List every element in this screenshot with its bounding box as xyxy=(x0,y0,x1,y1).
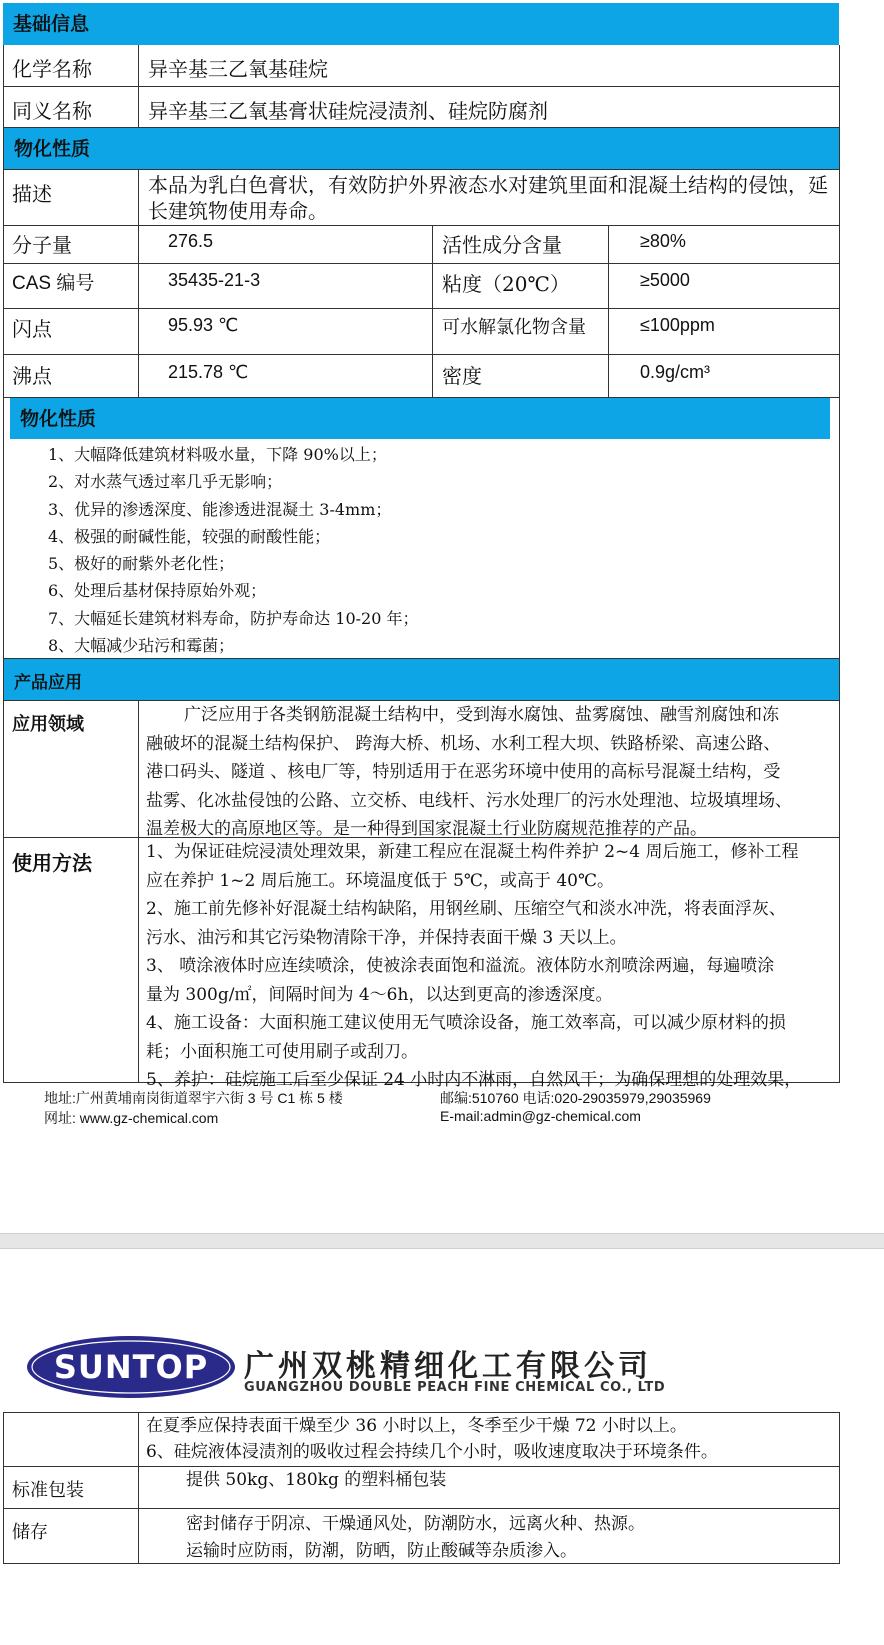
section-header-application: 产品应用 xyxy=(4,659,839,700)
text-line: 运输时应防雨，防潮，防晒，防止酸碱等杂质渗入。 xyxy=(186,1541,577,1561)
text-line: 融破坏的混凝土结构保护、 跨海大桥、机场、水利工程大坝、铁路桥梁、高速公路、 xyxy=(146,733,781,754)
footer-website: 网址: www.gz-chemical.com xyxy=(44,1110,219,1126)
text-line: 盐雾、化冰盐侵蚀的公路、立交桥、电线杆、污水处理厂的污水处理池、垃圾填埋场、 xyxy=(146,790,792,811)
text-line: 2、施工前先修补好混凝土结构缺陷，用钢丝刷、压缩空气和淡水冲洗，将表面浮灰、 xyxy=(146,899,786,919)
label-active-content: 活性成分含量 xyxy=(442,233,562,257)
label-viscosity: 粘度（20℃） xyxy=(442,272,570,296)
list-item: 4、极强的耐碱性能，较强的耐酸性能； xyxy=(48,526,331,546)
company-logo xyxy=(26,1334,236,1400)
value-packaging: 提供 50kg、180kg 的塑料桶包装 xyxy=(186,1470,447,1490)
page-separator xyxy=(0,1233,884,1249)
footer-address: 地址:广州黄埔南岗街道翠宇六街 3 号 C1 栋 5 楼 xyxy=(44,1090,343,1106)
value-hydrolyzable-chloride: ≤100ppm xyxy=(640,315,715,335)
text-line: 3、 喷涂液体时应连续喷涂，使被涂表面饱和溢流。液体防水剂喷涂两遍，每遍喷涂 xyxy=(146,956,775,976)
value-description: 本品为乳白色膏状，有效防护外界液态水对建筑里面和混凝土结构的侵蚀，延长建筑物使用寿命。 xyxy=(148,173,828,223)
label-synonyms: 同义名称 xyxy=(12,99,92,123)
section-header-physchem-features: 物化性质 xyxy=(10,398,830,439)
usage-method-text xyxy=(146,838,836,1095)
text-line: 5、养护：硅烷施工后至少保证 24 小时内不淋雨，自然风干；为确保理想的处理效果， xyxy=(146,1070,802,1090)
text-line: 温差极大的高原地区等。是一种得到国家混凝土行业防腐规范推荐的产品。 xyxy=(146,819,707,839)
list-item: 5、极好的耐紫外老化性； xyxy=(48,554,235,574)
text-line: 广泛应用于各类钢筋混凝土结构中，受到海水腐蚀、盐雾腐蚀、融雪剂腐蚀和冻 xyxy=(184,705,779,725)
application-field-text xyxy=(146,701,836,844)
label-storage: 储存 xyxy=(12,1522,48,1543)
text-line: 1、为保证硅烷浸渍处理效果，新建工程应在混凝土构件养护 2~4 周后施工，修补工程 xyxy=(146,842,799,862)
value-active-content: ≥80% xyxy=(640,231,686,251)
storage-text xyxy=(186,1511,645,1565)
section-header-basic-info: 基础信息 xyxy=(3,3,839,45)
label-molecular-weight: 分子量 xyxy=(12,233,72,257)
value-density: 0.9g/cm³ xyxy=(640,362,711,382)
section-header-physchem: 物化性质 xyxy=(4,128,839,169)
text-line: 在夏季应保持表面干燥至少 36 小时以上，冬季至少干燥 72 小时以上。 xyxy=(146,1416,687,1436)
logo-brand-text: SUNTOP xyxy=(53,1348,209,1386)
label-flash-point: 闪点 xyxy=(12,317,52,341)
label-hydrolyzable-chloride: 可水解氯化物含量 xyxy=(442,317,586,338)
text-line: 密封储存于阴凉、干燥通风处，防潮防水，远离火种、热源。 xyxy=(186,1514,645,1534)
list-item: 3、优异的渗透深度、能渗透进混凝土 3-4mm； xyxy=(48,499,392,519)
label-cas: CAS 编号 xyxy=(12,273,95,294)
company-name-cn: 广州双桃精细化工有限公司 xyxy=(244,1349,652,1384)
text-line: 港口码头、隧道 、核电厂等，特别适用于在恶劣环境中使用的高标号混凝土结构，受 xyxy=(146,762,781,782)
value-cas: 35435-21-3 xyxy=(168,270,261,290)
label-chemical-name: 化学名称 xyxy=(12,57,92,81)
label-packaging: 标准包装 xyxy=(12,1480,84,1501)
features-list xyxy=(48,441,418,659)
label-description: 描述 xyxy=(12,182,52,206)
list-item: 7、大幅延长建筑材料寿命，防护寿命达 10-20 年； xyxy=(48,608,419,628)
list-item: 1、大幅降低建筑材料吸水量，下降 90%以上； xyxy=(48,445,387,464)
text-line: 应在养护 1~2 周后施工。环境温度低于 5℃，或高于 40℃。 xyxy=(146,870,614,891)
company-name-en: GUANGZHOU DOUBLE PEACH FINE CHEMICAL CO., LTD xyxy=(244,1380,666,1395)
text-line: 4、施工设备：大面积施工建议使用无气喷涂设备，施工效率高，可以减少原材料的损 xyxy=(146,1013,786,1033)
value-synonyms: 异辛基三乙氧基膏状硅烷浸渍剂、硅烷防腐剂 xyxy=(148,99,548,123)
text-line: 污水、油污和其它污染物清除干净，并保持表面干燥 3 天以上。 xyxy=(146,927,627,948)
text-line: 量为 300g/㎡，间隔时间为 4～6h，以达到更高的渗透深度。 xyxy=(146,984,613,1005)
list-item: 6、处理后基材保持原始外观； xyxy=(48,581,267,601)
footer-email: E-mail:admin@gz-chemical.com xyxy=(440,1108,641,1124)
label-usage-method: 使用方法 xyxy=(12,851,92,875)
label-density: 密度 xyxy=(442,364,482,388)
list-item: 2、对水蒸气透过率几乎无影响； xyxy=(48,472,283,492)
value-molecular-weight: 276.5 xyxy=(168,231,214,251)
value-flash-point: 95.93 ℃ xyxy=(168,315,239,335)
footer-postal-phone: 邮编:510760 电话:020-29035979,29035969 xyxy=(440,1090,711,1106)
usage-continuation-text xyxy=(146,1413,836,1465)
value-boiling-point: 215.78 ℃ xyxy=(168,362,249,382)
value-viscosity: ≥5000 xyxy=(640,270,690,290)
value-chemical-name: 异辛基三乙氧基硅烷 xyxy=(148,57,328,81)
label-boiling-point: 沸点 xyxy=(12,364,52,388)
text-line: 6、硅烷液体浸渍剂的吸收过程会持续几个小时，吸收速度取决于环境条件。 xyxy=(146,1442,718,1462)
text-line: 耗；小面积施工可使用刷子或刮刀。 xyxy=(146,1041,418,1062)
list-item: 8、大幅减少玷污和霉菌； xyxy=(48,636,235,656)
label-application-field: 应用领域 xyxy=(12,714,84,735)
